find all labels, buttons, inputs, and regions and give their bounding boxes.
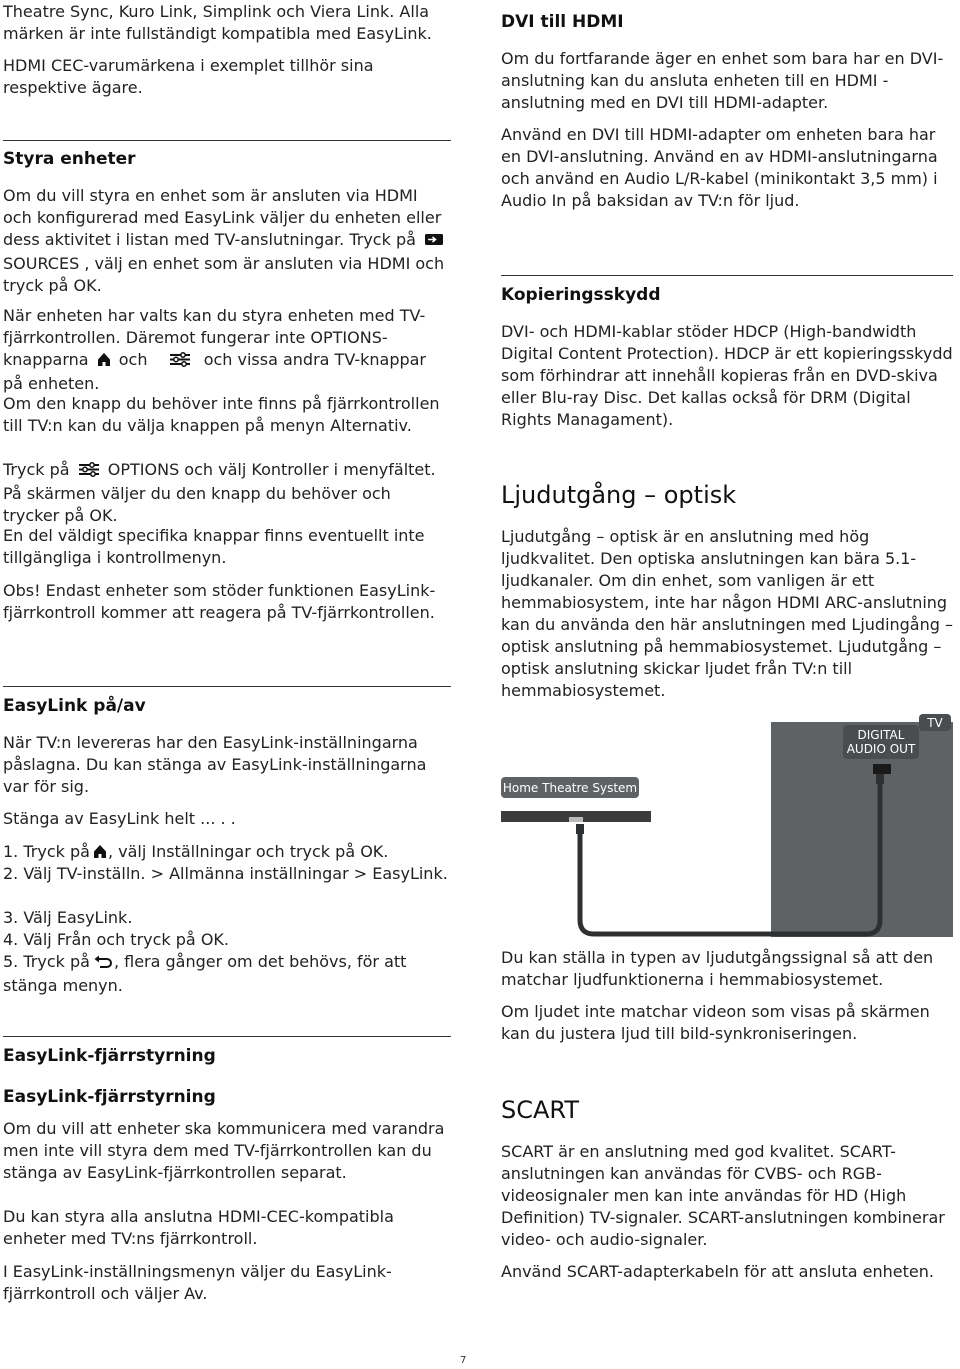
cable-plug-tv <box>876 774 884 784</box>
paav-step-4: 4. Välj Från och tryck på OK. <box>3 930 229 949</box>
fjarr-paragraph-1: Om du vill att enheter ska kommunicera med varandra men inte vill styra dem med TV-fjärrkontrollen kan du stänga av EasyLink-fjärrkontrollen separat. <box>3 1119 445 1182</box>
section-heading-dvi-hdmi: DVI till HDMI <box>501 12 624 32</box>
optisk-paragraph-1: Ljudutgång – optisk är en anslutning med hög ljudkvalitet. Den optiska anslutningen kan bära 5.1-ljudkanaler. Om din enhet, som vanligen är ett hemmabiosystem, inte har någon HDMI ARC-anslutning kan du använda den här anslutningen med Ljudingång – optisk anslutning på hemmabiosystemet. Ljudutgång – optisk anslutning skickar ljudet från TV:n till hemmabiosystemet. <box>501 527 953 700</box>
paav-paragraph-2: Stänga av EasyLink helt ... . . <box>3 809 236 828</box>
styra-paragraph-3: Om den knapp du behöver inte finns på fjärrkontrollen till TV:n kan du välja knappen på menyn Alternativ. <box>3 394 440 435</box>
section-divider <box>501 275 953 276</box>
scart-paragraph-2: Använd SCART-adapterkabeln för att ansluta enheten. <box>501 1262 934 1281</box>
optisk-paragraph-3: Om ljudet inte matchar videon som visas på skärmen kan du justera ljud till bild-synkroniseringen. <box>501 1002 930 1043</box>
port-label-line-1: DIGITAL <box>857 728 905 742</box>
paav-step-1 <box>3 841 451 865</box>
section-heading-styra-enheter: Styra enheter <box>3 149 136 169</box>
dvi-paragraph-2: Använd en DVI till HDMI-adapter om enheten bara har en DVI-anslutning. Använd en av HDMI-anslutningarna och använd en Audio L/R-kabel (minikontakt 3,5 mm) i Audio In på baksidan av TV:n för ljud. <box>501 125 938 210</box>
section-divider <box>3 686 451 687</box>
kopiering-paragraph-1: DVI- och HDMI-kablar stöder HDCP (High-bandwidth Digital Content Protection). HDCP är ett kopieringsskydd som förhindrar att innehåll kopieras från en DVD-skiva eller Blu-ray Disc. Det kallas också för DRM (Digital Rights Managament). <box>501 322 953 429</box>
fjarr-paragraph-2: Du kan styra alla anslutna HDMI-CEC-kompatibla enheter med TV:ns fjärrkontroll. <box>3 1207 394 1248</box>
intro-paragraph-1: Theatre Sync, Kuro Link, Simplink och Viera Link. Alla märken är inte fullständigt kompatibla med EasyLink. <box>3 2 432 43</box>
back-icon <box>93 953 113 975</box>
styra-p4-text-a: Tryck på <box>3 460 70 479</box>
fjarr-paragraph-3: I EasyLink-inställningsmenyn väljer du EasyLink-fjärrkontroll och väljer Av. <box>3 1262 392 1303</box>
styra-p1-text-b: , välj en enhet som är ansluten via HDMI och tryck på OK. <box>3 254 445 295</box>
styra-paragraph-4 <box>3 459 451 527</box>
optical-connection-diagram <box>501 712 953 937</box>
home-icon <box>93 843 107 865</box>
hts-port <box>569 817 583 822</box>
step5-text-b: , flera gånger om det behövs, för att stänga menyn. <box>3 952 407 995</box>
styra-p2-text-b: och vissa andra TV-knappar på enheten. <box>3 350 427 393</box>
paav-step-5 <box>3 951 451 997</box>
intro-paragraph-2: HDMI CEC-varumärkena i exemplet tillhör sina respektive ägare. <box>3 56 374 97</box>
options-icon <box>78 461 100 483</box>
styra-paragraph-6: Obs! Endast enheter som stöder funktionen EasyLink-fjärrkontroll kommer att reagera på TV-fjärrkontrollen. <box>3 581 436 622</box>
styra-paragraph-5: En del väldigt specifika knappar finns eventuellt inte tillgängliga i kontrollmenyn. <box>3 526 425 567</box>
tv-label: TV <box>927 716 943 730</box>
sources-label: SOURCES <box>3 254 80 273</box>
paav-step-3: 3. Välj EasyLink. <box>3 908 133 927</box>
section-divider <box>3 140 451 141</box>
paav-step-2: 2. Välj TV-inställn. > Allmänna inställningar > EasyLink. <box>3 864 448 883</box>
styra-p1-text-a: Om du vill styra en enhet som är ansluten via HDMI och konfigurerad med EasyLink väljer du enheten eller dess aktivitet i listan med TV-anslutningar. Tryck på <box>3 186 442 249</box>
styra-paragraph-2 <box>3 305 451 395</box>
section-heading-scart: SCART <box>501 1096 579 1124</box>
styra-p2-text-a: När enheten har valts kan du styra enheten med TV-fjärrkontrollen. Däremot fungerar inte OPTIONS-knapparna <box>3 306 426 369</box>
styra-p2-och: och <box>118 350 148 369</box>
page-number: 7 <box>460 1355 467 1366</box>
styra-paragraph-1 <box>3 185 451 297</box>
section-divider <box>3 1036 451 1037</box>
step1-text-b: , välj Inställningar och tryck på OK. <box>107 842 389 861</box>
hts-label: Home Theatre System <box>502 781 638 795</box>
section-heading-ljudutgang-optisk: Ljudutgång – optisk <box>501 481 737 509</box>
section-heading-easylink-fjarrstyrning: EasyLink-fjärrstyrning <box>3 1046 216 1066</box>
subheading-easylink-fjarrstyrning: EasyLink-fjärrstyrning <box>3 1087 216 1107</box>
step5-text-a: 5. Tryck på <box>3 952 90 971</box>
styra-p4-text-b: OPTIONS och välj Kontroller i menyfältet. På skärmen väljer du den knapp du behöver och trycker på OK. <box>3 460 436 525</box>
section-heading-easylink-paav: EasyLink på/av <box>3 696 146 716</box>
home-icon <box>97 351 111 373</box>
cable-plug-hts <box>576 824 584 834</box>
port-label-line-2: AUDIO OUT <box>846 742 916 756</box>
sources-icon <box>424 231 444 253</box>
step1-text-a: 1. Tryck på <box>3 842 90 861</box>
paav-paragraph-1: När TV:n levereras har den EasyLink-inställningarna påslagna. Du kan stänga av EasyLink-inställningarna var för sig. <box>3 733 427 796</box>
section-heading-kopieringsskydd: Kopieringsskydd <box>501 285 661 305</box>
optisk-paragraph-2: Du kan ställa in typen av ljudutgångssignal så att den matchar ljudfunktionerna i hemmabiosystemet. <box>501 948 934 989</box>
scart-paragraph-1: SCART är en anslutning med god kvalitet. SCART-anslutningen kan användas för CVBS- och RGB-videosignaler men kan inte användas för HD (High Definition) TV-signaler. SCART-anslutningen kombinerar video- och audio-signaler. <box>501 1142 945 1249</box>
options-icon <box>169 351 191 373</box>
optical-port <box>873 764 891 774</box>
dvi-paragraph-1: Om du fortfarande äger en enhet som bara har en DVI-anslutning kan du ansluta enheten till en HDMI -anslutning med en DVI till HDMI-adapter. <box>501 49 944 112</box>
